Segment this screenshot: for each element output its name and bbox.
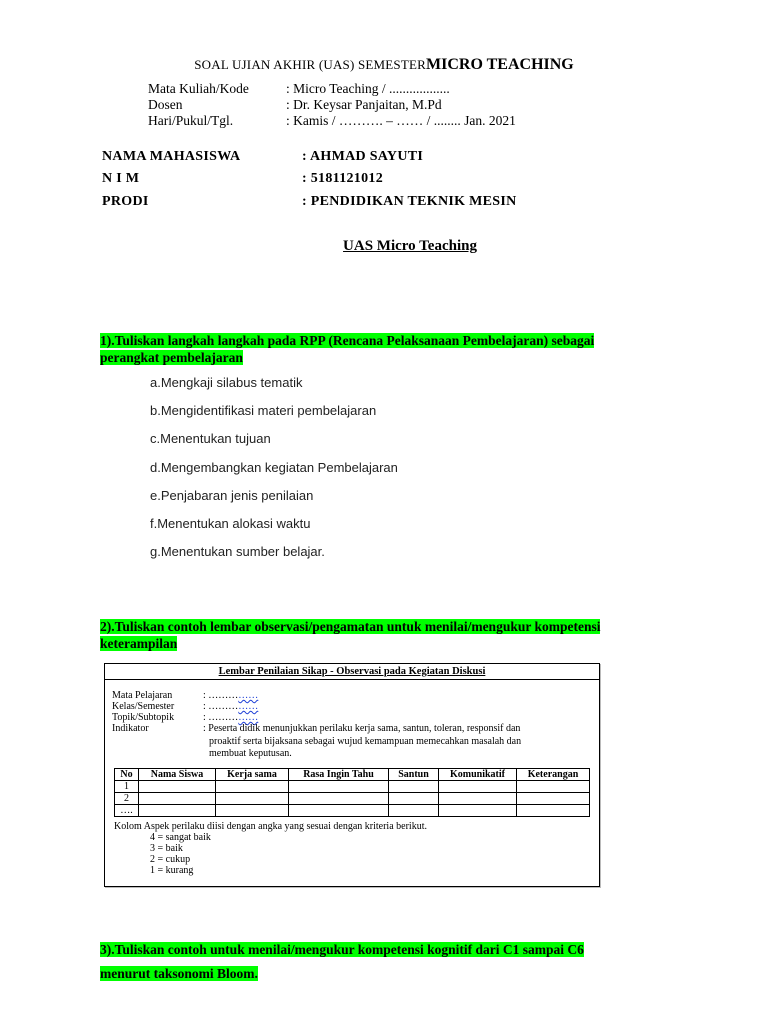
field-value: : …………… xyxy=(203,701,259,712)
table-cell: 2 xyxy=(115,793,139,805)
column-header: Keterangan xyxy=(517,769,590,781)
scale-item: 2 = cukup xyxy=(150,854,191,865)
table-cell: …. xyxy=(115,805,139,817)
student-name-label: NAMA MAHASISWA xyxy=(102,149,241,164)
column-header: Rasa Ingin Tahu xyxy=(289,769,389,781)
table-row xyxy=(115,793,590,805)
answer-item: f.Menentukan alokasi waktu xyxy=(150,516,311,531)
scale-item: 1 = kurang xyxy=(150,865,194,876)
observation-sheet xyxy=(104,663,600,887)
answer-item: a.Mengkaji silabus tematik xyxy=(150,375,303,390)
student-nim-label: N I M xyxy=(102,171,140,186)
student-prodi-value: : PENDIDIKAN TEKNIK MESIN xyxy=(302,194,517,209)
title-prefix: SOAL UJIAN AKHIR (UAS) SEMESTER xyxy=(194,57,427,72)
table-row xyxy=(115,781,590,793)
meta-label-course: Mata Kuliah/Kode xyxy=(148,81,249,96)
title-course: MICRO TEACHING xyxy=(426,56,574,73)
meta-value-lecturer: : Dr. Keysar Panjaitan, M.Pd xyxy=(286,97,442,112)
column-header: No xyxy=(115,769,139,781)
question-1 xyxy=(100,332,594,366)
field-value: : …………… xyxy=(203,690,259,701)
question-3 xyxy=(100,938,584,986)
scale-item: 3 = baik xyxy=(150,843,183,854)
question-3-line-1: 3).Tuliskan contoh untuk menilai/mengukur kompetensi kognitif dari C1 sampai C6 xyxy=(100,942,584,957)
column-header: Santun xyxy=(389,769,439,781)
column-header: Komunikatif xyxy=(439,769,517,781)
question-1-line-2: perangkat pembelajaran xyxy=(100,350,243,365)
meta-value-course: : Micro Teaching / .................. xyxy=(286,81,450,96)
table-cell: 1 xyxy=(115,781,139,793)
question-1-line-1: 1).Tuliskan langkah langkah pada RPP (Rencana Pelaksanaan Pembelajaran) sebagai xyxy=(100,333,595,348)
answer-item: g.Menentukan sumber belajar. xyxy=(150,544,325,559)
field-label: Kelas/Semester xyxy=(112,701,175,712)
scoring-legend xyxy=(114,821,427,876)
indikator-text: membuat keputusan. xyxy=(209,748,292,759)
answer-item: c.Menentukan tujuan xyxy=(150,431,271,446)
field-value: : …………… xyxy=(203,712,259,723)
indikator-text: proaktif serta bijaksana sebagai wujud kemampuan memecahkan masalah dan xyxy=(209,736,522,747)
column-header: Nama Siswa xyxy=(139,769,216,781)
meta-value-date: : Kamis / ………. – …… / ........ Jan. 2021 xyxy=(286,113,516,128)
meta-label-date: Hari/Pukul/Tgl. xyxy=(148,113,234,128)
observation-table xyxy=(114,768,590,817)
table-row xyxy=(115,805,590,817)
field-label: Topik/Subtopik xyxy=(112,712,175,723)
student-name-value: : AHMAD SAYUTI xyxy=(302,149,424,164)
answer-item: b.Mengidentifikasi materi pembelajaran xyxy=(150,403,377,418)
question-2-line-2: keterampilan xyxy=(100,636,178,651)
observation-sheet-title: Lembar Penilaian Sikap - Observasi pada Kegiatan Diskusi xyxy=(218,666,486,677)
answer-item: d.Mengembangkan kegiatan Pembelajaran xyxy=(150,460,398,475)
column-header: Kerja sama xyxy=(216,769,289,781)
question-2-line-1: 2).Tuliskan contoh lembar observasi/pengamatan untuk menilai/mengukur kompetensi xyxy=(100,619,601,634)
meta-label-lecturer: Dosen xyxy=(148,97,183,112)
legend-intro: Kolom Aspek perilaku diisi dengan angka yang sesuai dengan kriteria berikut. xyxy=(114,821,427,832)
document-title xyxy=(0,56,768,74)
student-prodi-label: PRODI xyxy=(102,194,149,209)
question-3-line-2: menurut taksonomi Bloom. xyxy=(100,966,258,981)
scale-item: 4 = sangat baik xyxy=(150,832,211,843)
indikator-text: : Peserta didik menunjukkan perilaku kerja sama, santun, toleran, responsif dan xyxy=(203,723,521,734)
answer-item: e.Penjabaran jenis penilaian xyxy=(150,488,314,503)
divider xyxy=(105,679,599,680)
field-label: Mata Pelajaran xyxy=(112,690,173,701)
indikator-label: Indikator xyxy=(112,723,149,734)
student-nim-value: : 5181121012 xyxy=(302,171,383,186)
exam-heading: UAS Micro Teaching xyxy=(343,238,477,254)
question-2 xyxy=(100,618,600,652)
